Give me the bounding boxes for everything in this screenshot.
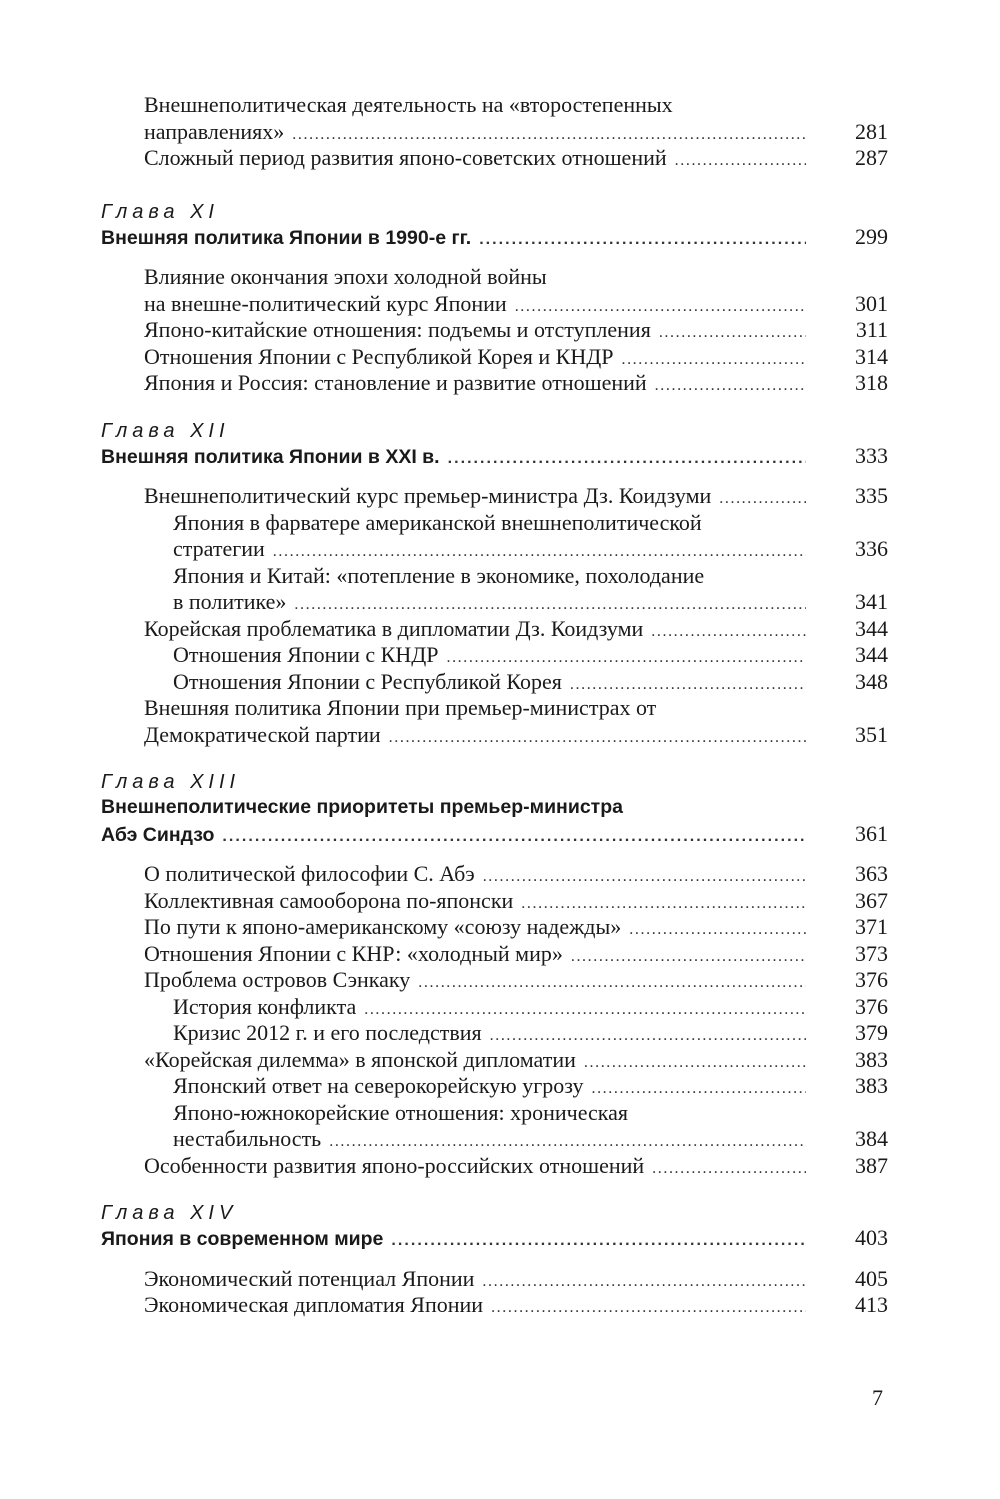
page-ref: 314 <box>855 343 888 369</box>
toc-entry: «Корейская дилемма» в японской дипломатии . . . 383 <box>101 1047 888 1074</box>
toc-entry: направлениях» . . . 281 <box>101 119 888 146</box>
page-ref: 376 <box>855 993 888 1019</box>
toc-entry: Сложный период развития японо-советских отношений . . . 287 <box>101 145 888 172</box>
toc-entry: История конфликта . . . 376 <box>101 994 888 1021</box>
chapter-label: Глава XIV <box>101 1202 238 1224</box>
toc-entry: Отношения Японии с КНДР . . . 344 <box>101 642 888 669</box>
chapter-title: Япония в современном мире . . . 403 <box>101 1225 888 1252</box>
page-ref: 335 <box>855 483 888 508</box>
toc-entry: Демократической партии . . . 351 <box>101 722 888 749</box>
chapter-label: Глава XI <box>101 200 219 223</box>
toc-entry: Влияние окончания эпохи холодной войны <box>144 264 547 289</box>
toc-entry: Японо-южнокорейские отношения: хроническая <box>173 1099 629 1125</box>
toc-entry: Внешнеполитическая деятельность на «второстепенных <box>144 92 673 117</box>
chapter-title: Внешнеполитические приоритеты премьер-министра <box>101 796 623 818</box>
page-ref: 344 <box>855 615 888 641</box>
page-ref: 311 <box>855 317 888 342</box>
page-ref: 301 <box>855 290 888 316</box>
chapter-title: Внешняя политика Японии в 1990-е гг. . . . 299 <box>101 224 888 251</box>
page-ref: 336 <box>855 536 888 561</box>
toc-entry: Корейская проблематика в дипломатии Дз. Коидзуми . . . 344 <box>101 616 888 643</box>
page-ref: 318 <box>855 370 888 395</box>
toc-entry: Японо-китайские отношения: подъемы и отступления . . . 311 <box>101 317 888 344</box>
page-ref: 403 <box>855 1225 888 1250</box>
page-ref: 367 <box>855 887 888 913</box>
chapter-label: Глава XIII <box>101 771 241 793</box>
page-ref: 333 <box>855 442 888 468</box>
page-ref: 379 <box>855 1020 888 1045</box>
toc-entry: Коллективная самооборона по-японски . . . 367 <box>101 888 888 915</box>
page-ref: 363 <box>855 861 888 886</box>
toc-entry: По пути к японо-американскому «союзу надежды» . . . 371 <box>101 914 888 941</box>
toc-entry: Экономический потенциал Японии . . . 405 <box>101 1266 888 1293</box>
toc-entry: Япония и Китай: «потепление в экономике, похолодание <box>173 562 705 588</box>
page-ref: 344 <box>855 642 888 667</box>
toc-entry: Экономическая дипломатия Японии . . . 413 <box>101 1292 888 1319</box>
page-ref: 371 <box>855 914 888 939</box>
table-of-contents <box>101 92 888 1319</box>
page-ref: 383 <box>855 1073 888 1098</box>
toc-entry: Отношения Японии с Республикой Корея . . . 348 <box>101 669 888 696</box>
page-ref: 376 <box>855 967 888 992</box>
page-ref: 384 <box>855 1126 888 1151</box>
page-ref: 361 <box>855 820 888 846</box>
page-ref: 281 <box>855 118 888 144</box>
page-ref: 299 <box>855 223 888 249</box>
toc-entry: Внешнеполитический курс премьер-министра Дз. Коидзуми . . . 335 <box>101 483 888 510</box>
chapter-label: Глава XII <box>101 419 230 442</box>
toc-entry: Отношения Японии с КНР: «холодный мир» . . . 373 <box>101 941 888 968</box>
page-ref: 341 <box>855 589 888 614</box>
toc-entry: на внешне-политический курс Японии . . . 301 <box>101 291 888 318</box>
page-ref: 387 <box>855 1152 888 1178</box>
toc-entry: стратегии . . . 336 <box>101 536 888 563</box>
page-ref: 351 <box>855 721 888 747</box>
page-ref: 348 <box>855 668 888 694</box>
toc-entry: О политической философии С. Абэ . . . 363 <box>101 861 888 888</box>
page-number: 7 <box>872 1385 883 1410</box>
chapter-title: Абэ Синдзо . . . 361 <box>101 821 888 848</box>
toc-entry: Отношения Японии с Республикой Корея и КНДР . . . 314 <box>101 344 888 371</box>
toc-entry: Проблема островов Сэнкаку . . . 376 <box>101 967 888 994</box>
toc-entry: Япония в фарватере американской внешнеполитической <box>173 509 702 535</box>
toc-entry: Внешняя политика Японии при премьер-министрах от <box>144 695 657 720</box>
toc-entry: в политике» . . . 341 <box>101 589 888 616</box>
toc-entry: Особенности развития японо-российских отношений . . . 387 <box>101 1153 888 1180</box>
toc-entry: нестабильность . . . 384 <box>101 1126 888 1153</box>
page-ref: 383 <box>855 1046 888 1072</box>
toc-entry: Кризис 2012 г. и его последствия . . . 379 <box>101 1020 888 1047</box>
page-ref: 405 <box>855 1265 888 1291</box>
page-ref: 413 <box>855 1292 888 1317</box>
page-ref: 287 <box>855 145 888 170</box>
chapter-title: Внешняя политика Японии в XXI в. . . . 333 <box>101 443 888 470</box>
toc-entry: Япония и Россия: становление и развитие отношений . . . 318 <box>101 370 888 397</box>
page-ref: 373 <box>855 940 888 966</box>
toc-entry: Японский ответ на северокорейскую угрозу . . . 383 <box>101 1073 888 1100</box>
